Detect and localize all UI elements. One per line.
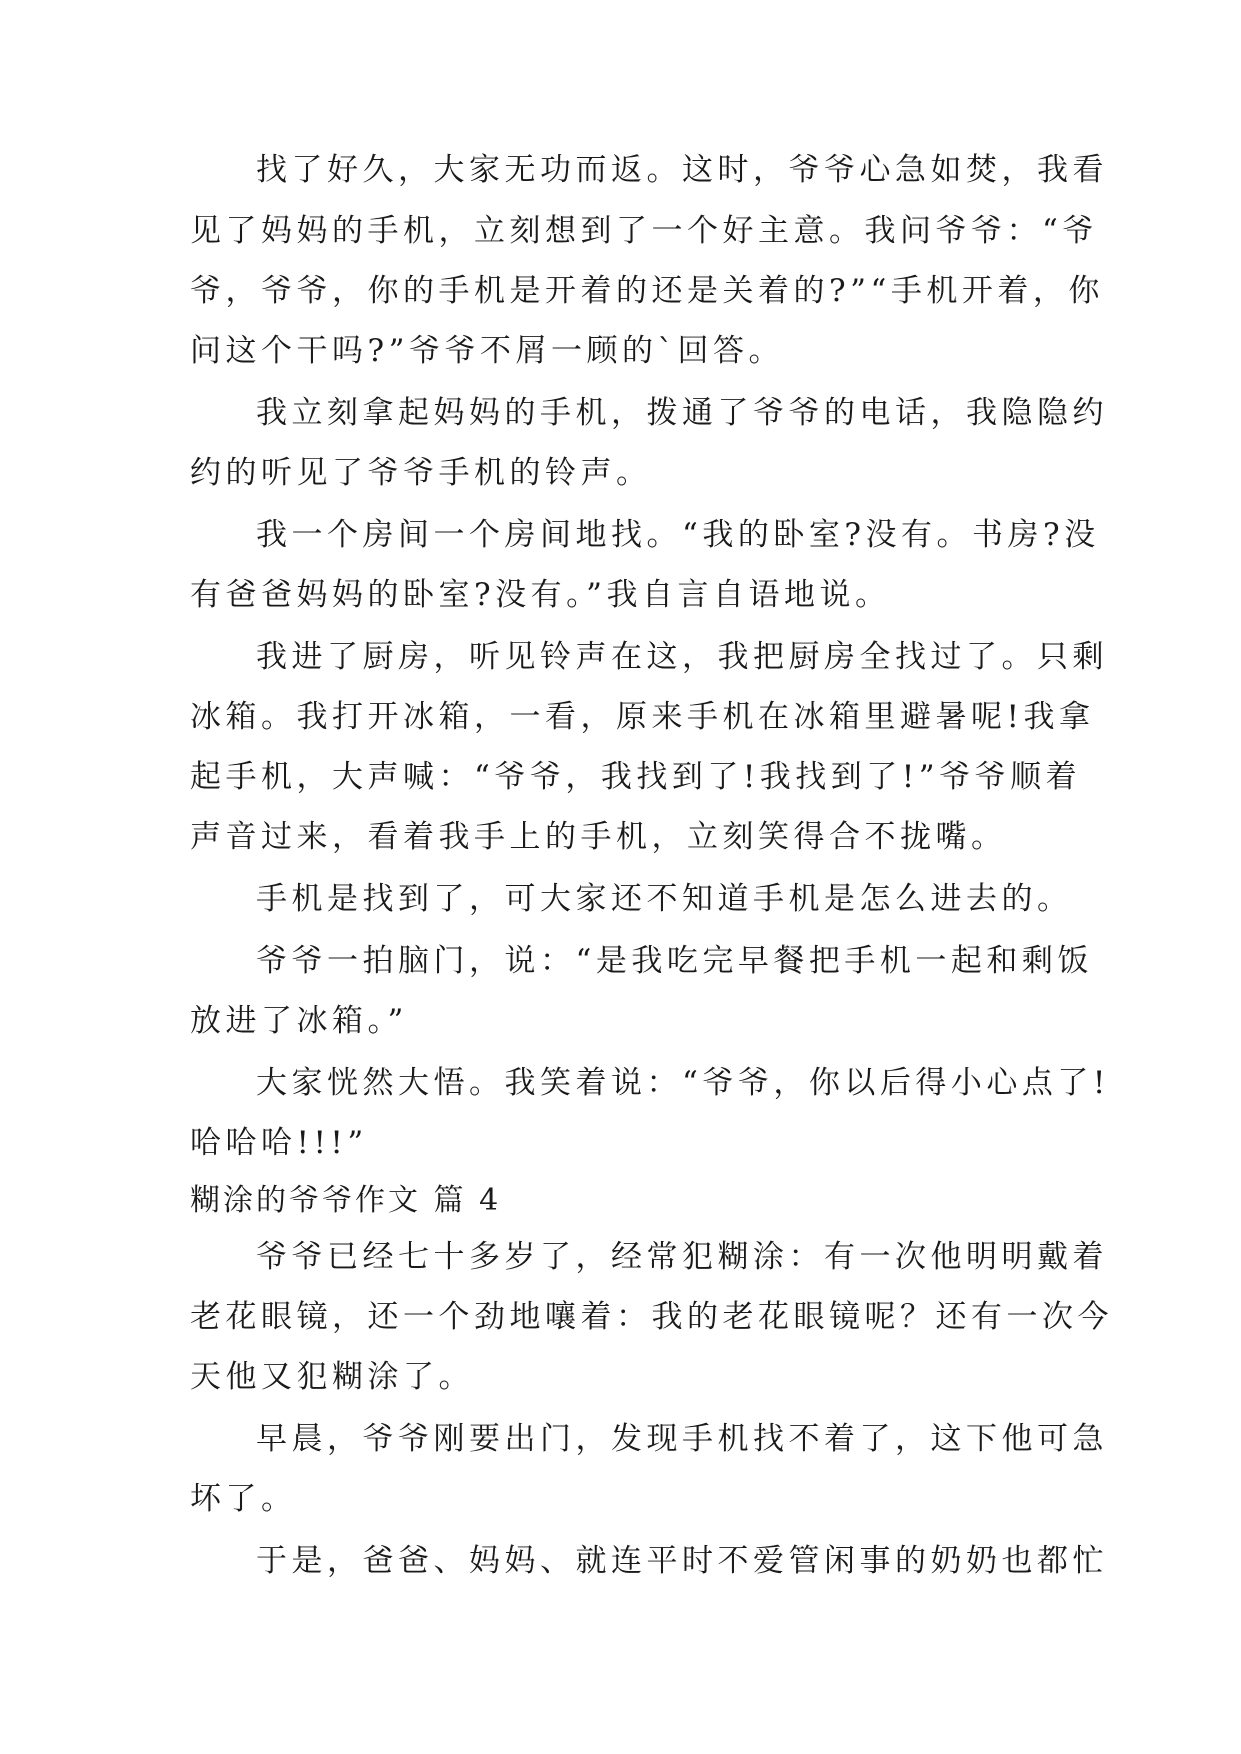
paragraph-1-line-4: 问这个干吗?”爷爷不屑一顾的`回答。	[190, 333, 784, 369]
paragraph-4-line-4: 声音过来，看着我手上的手机，立刻笑得合不拢嘴。	[190, 819, 1007, 855]
paragraph-9-line-2: 坏了。	[190, 1481, 297, 1517]
paragraph-8-line-2: 老花眼镜，还一个劲地嚷着：我的老花眼镜呢？还有一次今	[190, 1299, 1113, 1335]
paragraph-7-line-2: 哈哈哈!!!”	[190, 1125, 368, 1161]
paragraph-1-line-1: 找了好久，大家无功而返。这时，爷爷心急如焚，我看	[256, 152, 1108, 188]
paragraph-3-line-2: 有爸爸妈妈的卧室?没有。”我自言自语地说。	[190, 577, 891, 613]
paragraph-2-line-2: 约的听见了爷爷手机的铃声。	[190, 455, 652, 491]
paragraph-4-line-2: 冰箱。我打开冰箱，一看，原来手机在冰箱里避暑呢!我拿	[190, 699, 1095, 735]
paragraph-6-line-2: 放进了冰箱。”	[190, 1003, 408, 1039]
paragraph-9-line-1: 早晨，爷爷刚要出门，发现手机找不着了，这下他可急	[256, 1421, 1108, 1457]
paragraph-2-line-1: 我立刻拿起妈妈的手机，拨通了爷爷的电话，我隐隐约	[256, 395, 1108, 431]
paragraph-1-line-3: 爷，爷爷，你的手机是开着的还是关着的?”“手机开着，你	[190, 273, 1104, 309]
paragraph-5-line-1: 手机是找到了，可大家还不知道手机是怎么进去的。	[256, 881, 1073, 917]
paragraph-8-line-1: 爷爷已经七十多岁了，经常犯糊涂：有一次他明明戴着	[256, 1239, 1108, 1275]
paragraph-3-line-1: 我一个房间一个房间地找。“我的卧室?没有。书房?没	[256, 517, 1100, 553]
paragraph-10-line-1: 于是，爸爸、妈妈、就连平时不爱管闲事的奶奶也都忙	[256, 1543, 1108, 1579]
section-heading: 糊涂的爷爷作文 篇 4	[190, 1183, 502, 1218]
paragraph-4-line-3: 起手机，大声喊：“爷爷，我找到了!我找到了!”爷爷顺着	[190, 759, 1082, 795]
paragraph-8-line-3: 天他又犯糊涂了。	[190, 1359, 474, 1395]
paragraph-1-line-2: 见了妈妈的手机，立刻想到了一个好主意。我问爷爷：“爷	[190, 213, 1098, 249]
paragraph-4-line-1: 我进了厨房，听见铃声在这，我把厨房全找过了。只剩	[256, 639, 1108, 675]
paragraph-6-line-1: 爷爷一拍脑门，说：“是我吃完早餐把手机一起和剩饭	[256, 943, 1093, 979]
paragraph-7-line-1: 大家恍然大悟。我笑着说：“爷爷，你以后得小心点了!	[256, 1065, 1110, 1101]
